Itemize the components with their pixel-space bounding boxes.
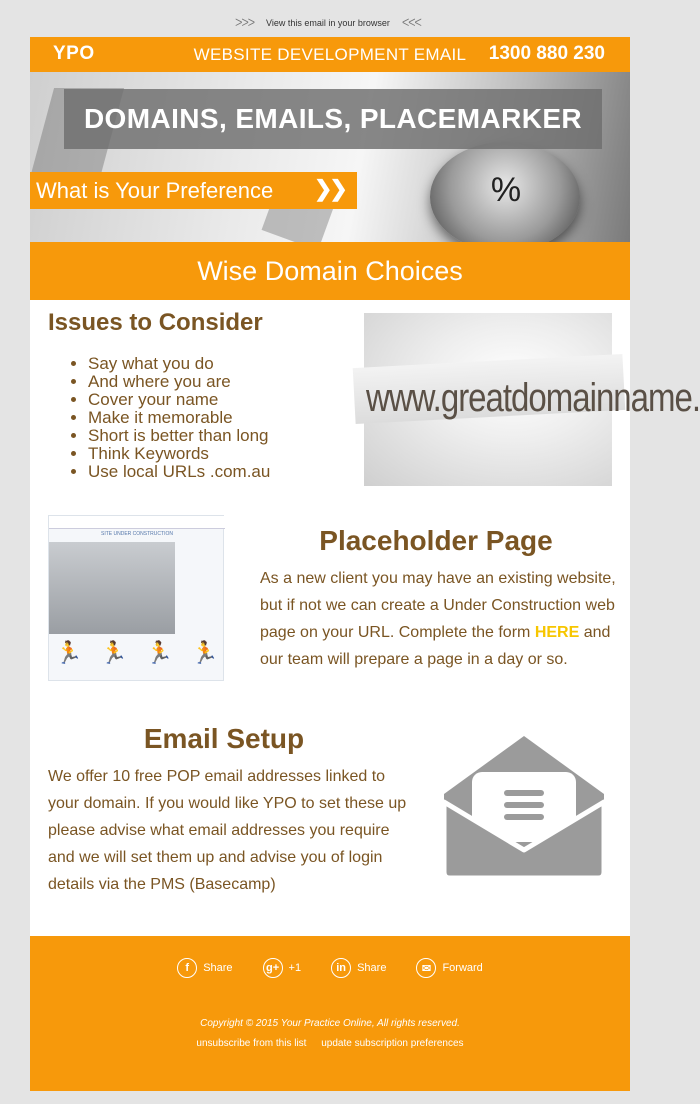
preference-text[interactable]: What is Your Preference: [36, 178, 274, 203]
list-item: • Short is better than long: [88, 427, 270, 445]
chevron-right-icon: ᐳᐳᐳ: [235, 17, 255, 29]
social-label[interactable]: Share: [357, 962, 387, 974]
google-plus-share[interactable]: [263, 958, 302, 978]
chevron-left-icon: ᐸᐸᐸ: [401, 17, 421, 29]
google-plus-icon[interactable]: g+: [263, 958, 283, 978]
linkedin-share[interactable]: [331, 958, 386, 978]
thumbnail-figures: [55, 640, 225, 670]
list-item: • And where you are: [88, 373, 270, 391]
list-item: • Cover your name: [88, 391, 270, 409]
runner-icon: 🏃: [191, 640, 219, 665]
footer-links: [30, 1038, 630, 1049]
email-setup-heading: Email Setup: [143, 723, 305, 754]
list-item: • Think Keywords: [88, 445, 270, 463]
runner-icon: 🏃: [145, 640, 174, 665]
social-label[interactable]: Share: [203, 962, 233, 974]
linkedin-icon[interactable]: in: [331, 958, 351, 978]
hero-headline: DOMAINS, EMAILS, PLACEMARKER: [83, 103, 583, 134]
forward-email[interactable]: [416, 958, 482, 978]
thumbnail-header: [49, 516, 225, 529]
social-label[interactable]: +1: [288, 962, 302, 974]
preheader: [0, 14, 656, 32]
hero-banner: [30, 72, 630, 242]
issues-list: [48, 355, 270, 481]
banner-title: Wise Domain Choices: [197, 256, 463, 286]
mail-icon[interactable]: ✉: [416, 958, 436, 978]
runner-icon: 🏃: [100, 640, 128, 665]
email-setup-paragraph: We offer 10 free POP email addresses linked to your domain. If you would like YPO to set these up please advise what email addresses you require and we will set them up and advise you of login details via the PMS (Basecamp): [48, 768, 407, 893]
social-label[interactable]: Forward: [442, 962, 483, 974]
list-item: • Use local URLs .com.au: [88, 463, 270, 481]
placeholder-text-end: and our team will prepare a page in a day or so.: [260, 624, 611, 668]
header-title: WEBSITE DEVELOPMENT EMAIL: [193, 45, 467, 64]
copyright-text: Copyright © 2015 Your Practice Online, All rights reserved.: [200, 1018, 460, 1029]
unsubscribe-link[interactable]: unsubscribe from this list: [196, 1038, 307, 1049]
issues-heading: Issues to Consider: [48, 309, 263, 336]
phone-number[interactable]: 1300 880 230: [488, 43, 605, 64]
domain-url-text: www.greatdomainname.: [366, 375, 700, 420]
here-link[interactable]: HERE: [534, 624, 580, 641]
thumbnail-caption: SITE UNDER CONSTRUCTION: [101, 531, 173, 537]
list-item: • Say what you do: [88, 355, 270, 373]
placeholder-heading: Placeholder Page: [319, 525, 553, 556]
list-item: • Make it memorable: [88, 409, 270, 427]
header-bar: [30, 37, 630, 72]
footer: [30, 936, 630, 1091]
placeholder-paragraph: [260, 565, 620, 673]
view-in-browser-link[interactable]: View this email in your browser: [266, 18, 390, 28]
facebook-share[interactable]: [177, 958, 232, 978]
ypo-logo[interactable]: YPO: [53, 43, 95, 64]
thumbnail-photo: [49, 542, 175, 634]
section-banner: [30, 242, 630, 300]
domain-name-image: [364, 313, 700, 486]
percent-icon: %: [490, 171, 522, 209]
email-container: [30, 37, 700, 1091]
placeholder-text: As a new client you may have an existing website, but if not we can create a Under Construction web page on your URL. Complete the form: [260, 570, 616, 641]
social-links: [30, 958, 630, 978]
double-chevron-icon[interactable]: ❯❯: [314, 176, 345, 201]
envelope-icon: [434, 732, 614, 882]
facebook-icon[interactable]: f: [177, 958, 197, 978]
runner-icon: 🏃: [55, 640, 83, 665]
placeholder-page-thumbnail[interactable]: [48, 515, 224, 681]
preferences-link[interactable]: update subscription preferences: [321, 1038, 464, 1049]
